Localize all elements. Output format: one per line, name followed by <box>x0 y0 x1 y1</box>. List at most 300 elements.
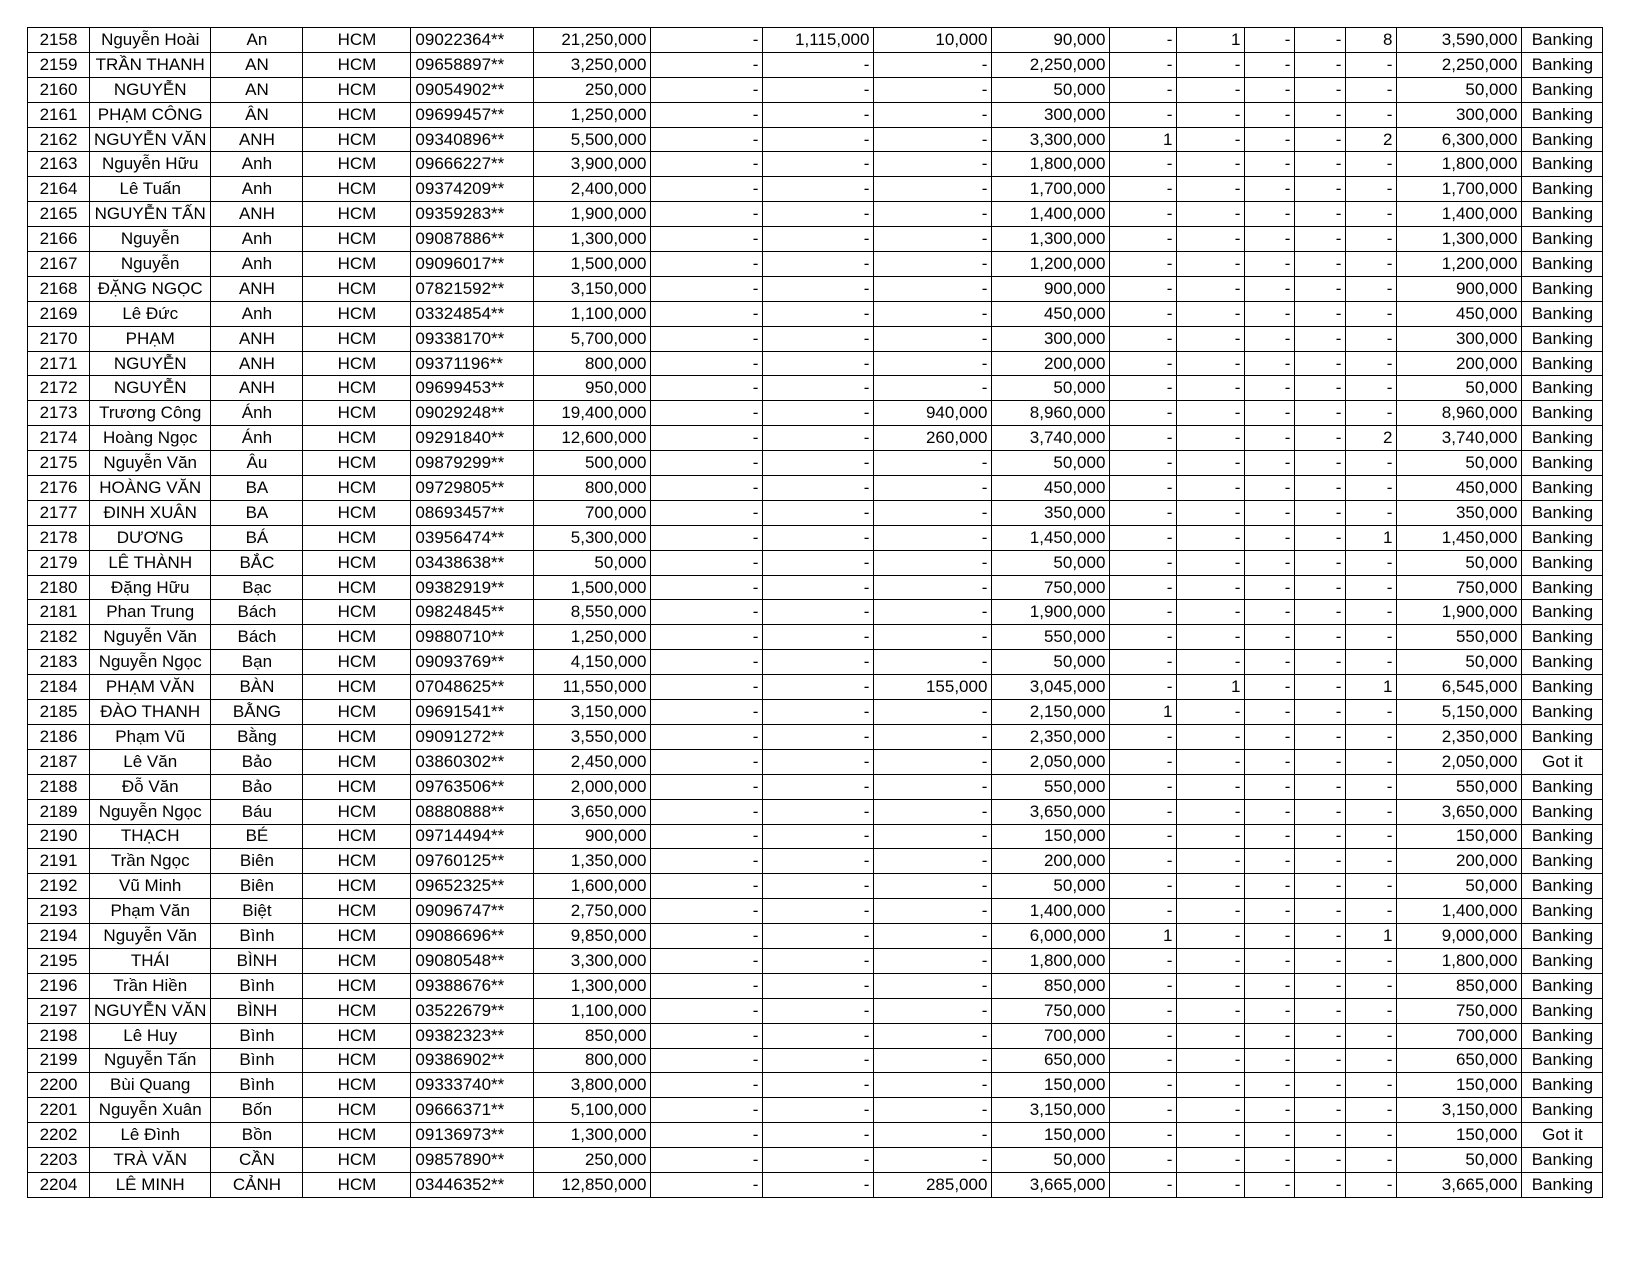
cell-amount: 2,400,000 <box>534 177 651 202</box>
cell-surname-middle-name: NGUYỄN <box>90 376 211 401</box>
cell-count-2: - <box>1177 824 1245 849</box>
cell-total-amount: 6,300,000 <box>1397 127 1522 152</box>
cell-phone-number: 09760125** <box>411 849 534 874</box>
cell-city: HCM <box>303 401 411 426</box>
cell-payment-method: Banking <box>1522 451 1603 476</box>
cell-col-i: - <box>874 998 992 1023</box>
cell-total-amount: 1,300,000 <box>1397 227 1522 252</box>
cell-payout-amount: 450,000 <box>992 476 1110 501</box>
cell-row-number: 2199 <box>28 1048 90 1073</box>
cell-payment-method: Banking <box>1522 102 1603 127</box>
cell-amount: 1,250,000 <box>534 625 651 650</box>
cell-given-name: Anh <box>211 227 303 252</box>
cell-count-2: - <box>1177 476 1245 501</box>
cell-given-name: Bốn <box>211 1098 303 1123</box>
cell-phone-number: 09699457** <box>411 102 534 127</box>
cell-given-name: ANH <box>211 276 303 301</box>
cell-city: HCM <box>303 724 411 749</box>
cell-count-1: - <box>1110 476 1177 501</box>
cell-col-g: - <box>651 376 763 401</box>
table-row <box>28 1098 1603 1123</box>
cell-surname-middle-name: NGUYỄN <box>90 77 211 102</box>
table-row <box>28 525 1603 550</box>
cell-col-h: - <box>763 426 874 451</box>
cell-total-amount: 200,000 <box>1397 849 1522 874</box>
cell-row-number: 2189 <box>28 799 90 824</box>
cell-count-2: - <box>1177 874 1245 899</box>
cell-count-4: - <box>1295 227 1346 252</box>
cell-col-h: - <box>763 749 874 774</box>
cell-count-4: - <box>1295 774 1346 799</box>
cell-col-i: - <box>874 1098 992 1123</box>
cell-row-number: 2172 <box>28 376 90 401</box>
cell-col-h: - <box>763 476 874 501</box>
cell-row-number: 2196 <box>28 973 90 998</box>
cell-col-i: - <box>874 575 992 600</box>
cell-col-g: - <box>651 1148 763 1173</box>
cell-phone-number: 07821592** <box>411 276 534 301</box>
cell-count-1: - <box>1110 28 1177 53</box>
cell-count-5: 8 <box>1346 28 1397 53</box>
cell-given-name: Bạc <box>211 575 303 600</box>
cell-col-i: - <box>874 550 992 575</box>
cell-given-name: Anh <box>211 177 303 202</box>
cell-payout-amount: 200,000 <box>992 849 1110 874</box>
cell-count-4: - <box>1295 376 1346 401</box>
cell-amount: 800,000 <box>534 476 651 501</box>
cell-col-i: 285,000 <box>874 1172 992 1197</box>
cell-payment-method: Got it <box>1522 1123 1603 1148</box>
cell-given-name: AN <box>211 77 303 102</box>
cell-count-3: - <box>1245 899 1295 924</box>
cell-total-amount: 50,000 <box>1397 650 1522 675</box>
cell-count-1: - <box>1110 77 1177 102</box>
cell-col-h: - <box>763 1073 874 1098</box>
cell-count-5: - <box>1346 799 1397 824</box>
cell-city: HCM <box>303 451 411 476</box>
cell-col-g: - <box>651 724 763 749</box>
cell-payout-amount: 50,000 <box>992 1148 1110 1173</box>
cell-count-2: - <box>1177 1098 1245 1123</box>
cell-col-i: - <box>874 127 992 152</box>
cell-count-1: - <box>1110 401 1177 426</box>
cell-row-number: 2190 <box>28 824 90 849</box>
cell-count-1: - <box>1110 849 1177 874</box>
cell-given-name: BÌNH <box>211 948 303 973</box>
cell-count-3: - <box>1245 749 1295 774</box>
cell-count-3: - <box>1245 1023 1295 1048</box>
cell-row-number: 2162 <box>28 127 90 152</box>
cell-city: HCM <box>303 1073 411 1098</box>
cell-col-g: - <box>651 824 763 849</box>
cell-col-i: - <box>874 1048 992 1073</box>
cell-count-1: - <box>1110 749 1177 774</box>
cell-count-3: - <box>1245 102 1295 127</box>
cell-total-amount: 450,000 <box>1397 476 1522 501</box>
cell-count-1: - <box>1110 227 1177 252</box>
cell-count-5: 2 <box>1346 426 1397 451</box>
cell-total-amount: 2,050,000 <box>1397 749 1522 774</box>
cell-row-number: 2169 <box>28 301 90 326</box>
cell-count-4: - <box>1295 849 1346 874</box>
cell-count-3: - <box>1245 998 1295 1023</box>
cell-payout-amount: 90,000 <box>992 28 1110 53</box>
cell-payout-amount: 150,000 <box>992 824 1110 849</box>
cell-total-amount: 50,000 <box>1397 1148 1522 1173</box>
cell-count-1: - <box>1110 1098 1177 1123</box>
cell-surname-middle-name: Phạm Vũ <box>90 724 211 749</box>
cell-count-3: - <box>1245 177 1295 202</box>
cell-col-h: - <box>763 252 874 277</box>
cell-count-2: - <box>1177 376 1245 401</box>
cell-city: HCM <box>303 998 411 1023</box>
cell-count-4: - <box>1295 675 1346 700</box>
cell-count-3: - <box>1245 127 1295 152</box>
cell-payment-method: Banking <box>1522 202 1603 227</box>
cell-col-g: - <box>651 152 763 177</box>
cell-col-g: - <box>651 1073 763 1098</box>
cell-row-number: 2193 <box>28 899 90 924</box>
cell-city: HCM <box>303 476 411 501</box>
cell-payout-amount: 50,000 <box>992 451 1110 476</box>
cell-count-2: - <box>1177 700 1245 725</box>
cell-count-1: - <box>1110 1123 1177 1148</box>
cell-count-4: - <box>1295 998 1346 1023</box>
cell-payment-method: Banking <box>1522 675 1603 700</box>
cell-row-number: 2171 <box>28 351 90 376</box>
cell-count-1: - <box>1110 152 1177 177</box>
cell-payout-amount: 750,000 <box>992 998 1110 1023</box>
cell-count-2: - <box>1177 1148 1245 1173</box>
cell-col-g: - <box>651 102 763 127</box>
cell-phone-number: 09666227** <box>411 152 534 177</box>
cell-count-5: - <box>1346 227 1397 252</box>
cell-count-1: - <box>1110 1048 1177 1073</box>
cell-count-2: - <box>1177 500 1245 525</box>
cell-count-4: - <box>1295 177 1346 202</box>
cell-col-h: - <box>763 625 874 650</box>
cell-count-3: - <box>1245 202 1295 227</box>
cell-total-amount: 650,000 <box>1397 1048 1522 1073</box>
cell-count-5: - <box>1346 625 1397 650</box>
cell-row-number: 2201 <box>28 1098 90 1123</box>
cell-count-2: - <box>1177 724 1245 749</box>
cell-surname-middle-name: Nguyễn Văn <box>90 924 211 949</box>
cell-payment-method: Banking <box>1522 575 1603 600</box>
cell-count-2: - <box>1177 152 1245 177</box>
cell-row-number: 2164 <box>28 177 90 202</box>
cell-count-4: - <box>1295 426 1346 451</box>
cell-count-1: - <box>1110 102 1177 127</box>
cell-payment-method: Got it <box>1522 749 1603 774</box>
cell-phone-number: 09699453** <box>411 376 534 401</box>
cell-count-3: - <box>1245 550 1295 575</box>
cell-total-amount: 1,800,000 <box>1397 152 1522 177</box>
cell-surname-middle-name: Nguyễn <box>90 252 211 277</box>
cell-count-5: - <box>1346 600 1397 625</box>
cell-city: HCM <box>303 1172 411 1197</box>
cell-count-4: - <box>1295 1148 1346 1173</box>
cell-payment-method: Banking <box>1522 550 1603 575</box>
cell-given-name: BÀN <box>211 675 303 700</box>
cell-col-i: 155,000 <box>874 675 992 700</box>
cell-count-4: - <box>1295 874 1346 899</box>
cell-col-h: - <box>763 1048 874 1073</box>
cell-payment-method: Banking <box>1522 276 1603 301</box>
table-row <box>28 326 1603 351</box>
cell-col-h: - <box>763 874 874 899</box>
cell-count-3: - <box>1245 600 1295 625</box>
cell-given-name: ANH <box>211 202 303 227</box>
cell-count-2: - <box>1177 1172 1245 1197</box>
cell-payment-method: Banking <box>1522 824 1603 849</box>
cell-count-5: - <box>1346 724 1397 749</box>
cell-row-number: 2200 <box>28 1073 90 1098</box>
cell-phone-number: 09080548** <box>411 948 534 973</box>
cell-city: HCM <box>303 973 411 998</box>
cell-count-5: - <box>1346 476 1397 501</box>
cell-col-i: - <box>874 973 992 998</box>
cell-surname-middle-name: ĐÀO THANH <box>90 700 211 725</box>
table-row <box>28 998 1603 1023</box>
cell-given-name: BÌNH <box>211 998 303 1023</box>
cell-col-i: - <box>874 301 992 326</box>
cell-surname-middle-name: Hoàng Ngọc <box>90 426 211 451</box>
cell-count-1: - <box>1110 874 1177 899</box>
cell-amount: 2,750,000 <box>534 899 651 924</box>
cell-count-5: - <box>1346 1098 1397 1123</box>
cell-col-g: - <box>651 252 763 277</box>
cell-payout-amount: 50,000 <box>992 77 1110 102</box>
cell-given-name: Bằng <box>211 724 303 749</box>
cell-amount: 5,300,000 <box>534 525 651 550</box>
table-row <box>28 1048 1603 1073</box>
cell-total-amount: 300,000 <box>1397 102 1522 127</box>
cell-col-g: - <box>651 1048 763 1073</box>
cell-col-g: - <box>651 326 763 351</box>
cell-payout-amount: 150,000 <box>992 1073 1110 1098</box>
cell-col-g: - <box>651 749 763 774</box>
cell-col-i: - <box>874 874 992 899</box>
cell-count-4: - <box>1295 749 1346 774</box>
cell-row-number: 2183 <box>28 650 90 675</box>
cell-count-4: - <box>1295 924 1346 949</box>
cell-count-3: - <box>1245 1098 1295 1123</box>
cell-city: HCM <box>303 700 411 725</box>
cell-row-number: 2163 <box>28 152 90 177</box>
cell-count-1: - <box>1110 202 1177 227</box>
cell-col-i: - <box>874 227 992 252</box>
cell-count-5: 1 <box>1346 675 1397 700</box>
cell-count-1: - <box>1110 500 1177 525</box>
cell-amount: 3,150,000 <box>534 700 651 725</box>
cell-phone-number: 09729805** <box>411 476 534 501</box>
cell-col-i: - <box>874 376 992 401</box>
cell-amount: 250,000 <box>534 77 651 102</box>
cell-city: HCM <box>303 550 411 575</box>
cell-payout-amount: 650,000 <box>992 1048 1110 1073</box>
cell-total-amount: 50,000 <box>1397 451 1522 476</box>
cell-col-i: - <box>874 476 992 501</box>
cell-payment-method: Banking <box>1522 849 1603 874</box>
cell-col-i: - <box>874 700 992 725</box>
cell-count-3: - <box>1245 924 1295 949</box>
cell-total-amount: 1,900,000 <box>1397 600 1522 625</box>
cell-given-name: Bảo <box>211 774 303 799</box>
cell-count-2: - <box>1177 774 1245 799</box>
cell-count-2: 1 <box>1177 675 1245 700</box>
cell-total-amount: 8,960,000 <box>1397 401 1522 426</box>
cell-amount: 3,650,000 <box>534 799 651 824</box>
cell-city: HCM <box>303 1048 411 1073</box>
cell-col-h: - <box>763 276 874 301</box>
cell-row-number: 2187 <box>28 749 90 774</box>
cell-count-2: - <box>1177 227 1245 252</box>
cell-count-3: - <box>1245 28 1295 53</box>
cell-col-i: - <box>874 650 992 675</box>
cell-col-i: 10,000 <box>874 28 992 53</box>
cell-amount: 250,000 <box>534 1148 651 1173</box>
cell-count-1: - <box>1110 625 1177 650</box>
cell-count-3: - <box>1245 1048 1295 1073</box>
cell-city: HCM <box>303 675 411 700</box>
cell-row-number: 2185 <box>28 700 90 725</box>
cell-count-5: - <box>1346 500 1397 525</box>
cell-payment-method: Banking <box>1522 973 1603 998</box>
cell-count-4: - <box>1295 650 1346 675</box>
cell-surname-middle-name: Nguyễn Tấn <box>90 1048 211 1073</box>
cell-count-2: - <box>1177 973 1245 998</box>
table-row <box>28 650 1603 675</box>
cell-count-2: - <box>1177 575 1245 600</box>
cell-payment-method: Banking <box>1522 28 1603 53</box>
cell-city: HCM <box>303 600 411 625</box>
cell-count-1: 1 <box>1110 700 1177 725</box>
cell-payout-amount: 1,900,000 <box>992 600 1110 625</box>
cell-count-4: - <box>1295 52 1346 77</box>
cell-amount: 3,300,000 <box>534 948 651 973</box>
cell-count-4: - <box>1295 326 1346 351</box>
cell-amount: 12,850,000 <box>534 1172 651 1197</box>
cell-amount: 11,550,000 <box>534 675 651 700</box>
cell-count-1: - <box>1110 550 1177 575</box>
cell-col-h: - <box>763 127 874 152</box>
cell-col-g: - <box>651 650 763 675</box>
cell-given-name: BA <box>211 476 303 501</box>
cell-count-4: - <box>1295 351 1346 376</box>
cell-amount: 8,550,000 <box>534 600 651 625</box>
cell-given-name: CẢNH <box>211 1172 303 1197</box>
cell-given-name: ANH <box>211 351 303 376</box>
cell-count-1: 1 <box>1110 924 1177 949</box>
cell-surname-middle-name: TRẦN THANH <box>90 52 211 77</box>
cell-surname-middle-name: Nguyễn Văn <box>90 451 211 476</box>
cell-count-4: - <box>1295 476 1346 501</box>
cell-col-h: - <box>763 799 874 824</box>
cell-total-amount: 450,000 <box>1397 301 1522 326</box>
cell-count-2: - <box>1177 326 1245 351</box>
cell-col-g: - <box>651 575 763 600</box>
cell-col-g: - <box>651 500 763 525</box>
cell-col-g: - <box>651 52 763 77</box>
cell-payout-amount: 850,000 <box>992 973 1110 998</box>
cell-col-g: - <box>651 998 763 1023</box>
cell-count-2: - <box>1177 127 1245 152</box>
cell-phone-number: 09763506** <box>411 774 534 799</box>
cell-count-3: - <box>1245 874 1295 899</box>
cell-col-i: 260,000 <box>874 426 992 451</box>
cell-col-g: - <box>651 451 763 476</box>
cell-payout-amount: 3,650,000 <box>992 799 1110 824</box>
cell-row-number: 2180 <box>28 575 90 600</box>
cell-col-g: - <box>651 600 763 625</box>
cell-row-number: 2170 <box>28 326 90 351</box>
cell-col-g: - <box>651 550 763 575</box>
table-row <box>28 924 1603 949</box>
cell-count-2: - <box>1177 998 1245 1023</box>
cell-payment-method: Banking <box>1522 899 1603 924</box>
cell-count-5: - <box>1346 1073 1397 1098</box>
cell-count-3: - <box>1245 824 1295 849</box>
cell-total-amount: 9,000,000 <box>1397 924 1522 949</box>
cell-row-number: 2186 <box>28 724 90 749</box>
cell-col-i: - <box>874 799 992 824</box>
cell-city: HCM <box>303 77 411 102</box>
cell-col-g: - <box>651 525 763 550</box>
cell-city: HCM <box>303 824 411 849</box>
cell-row-number: 2184 <box>28 675 90 700</box>
table-row <box>28 252 1603 277</box>
cell-col-g: - <box>651 227 763 252</box>
cell-amount: 1,600,000 <box>534 874 651 899</box>
cell-count-3: - <box>1245 1148 1295 1173</box>
cell-count-3: - <box>1245 351 1295 376</box>
cell-count-4: - <box>1295 525 1346 550</box>
cell-col-g: - <box>651 1123 763 1148</box>
cell-count-2: - <box>1177 202 1245 227</box>
cell-count-5: - <box>1346 1123 1397 1148</box>
cell-count-1: - <box>1110 351 1177 376</box>
cell-count-2: - <box>1177 77 1245 102</box>
cell-col-i: - <box>874 525 992 550</box>
cell-total-amount: 5,150,000 <box>1397 700 1522 725</box>
cell-given-name: Biệt <box>211 899 303 924</box>
cell-count-2: - <box>1177 600 1245 625</box>
cell-payout-amount: 1,450,000 <box>992 525 1110 550</box>
cell-count-1: - <box>1110 326 1177 351</box>
cell-payout-amount: 2,250,000 <box>992 52 1110 77</box>
cell-city: HCM <box>303 351 411 376</box>
cell-payout-amount: 2,350,000 <box>992 724 1110 749</box>
cell-count-4: - <box>1295 1098 1346 1123</box>
cell-count-2: - <box>1177 351 1245 376</box>
cell-count-4: - <box>1295 550 1346 575</box>
cell-total-amount: 1,200,000 <box>1397 252 1522 277</box>
cell-col-h: - <box>763 550 874 575</box>
cell-amount: 21,250,000 <box>534 28 651 53</box>
cell-col-h: - <box>763 700 874 725</box>
cell-phone-number: 09658897** <box>411 52 534 77</box>
cell-surname-middle-name: Nguyễn Hữu <box>90 152 211 177</box>
cell-col-i: - <box>874 899 992 924</box>
cell-row-number: 2195 <box>28 948 90 973</box>
cell-col-h: - <box>763 1123 874 1148</box>
cell-col-g: - <box>651 301 763 326</box>
cell-count-1: - <box>1110 948 1177 973</box>
cell-total-amount: 2,250,000 <box>1397 52 1522 77</box>
table-row <box>28 476 1603 501</box>
cell-col-i: - <box>874 600 992 625</box>
